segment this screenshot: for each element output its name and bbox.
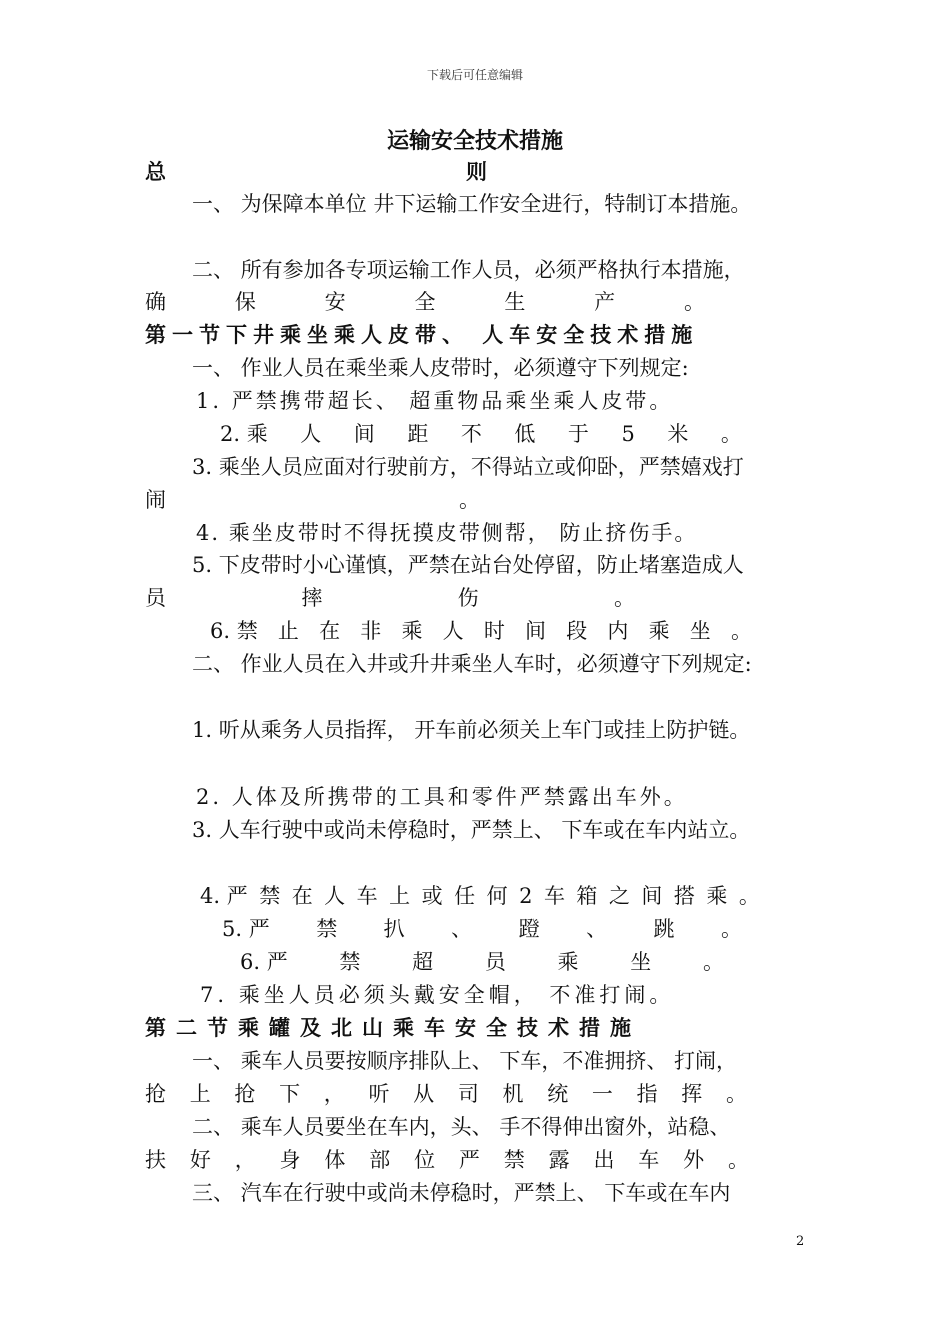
text-char: 5. 严	[222, 917, 270, 941]
text-char: 。	[613, 586, 635, 610]
section-2-paragraph-1-continuation	[145, 1080, 747, 1108]
text-char: 挥	[681, 1082, 703, 1106]
text-char: 一	[591, 1082, 613, 1106]
text-char: 低	[514, 422, 536, 446]
text-char: 位	[414, 1148, 436, 1172]
text-char: 车	[543, 884, 565, 908]
car-rule-3: 3. 人车行驶中或尚未停稳时，严禁上、 下车或在车内站立。	[192, 818, 751, 842]
text-char: 司	[457, 1082, 479, 1106]
text-char: 严	[458, 1148, 480, 1172]
text-char: 于	[567, 422, 589, 446]
text-char: 、	[586, 917, 608, 941]
general-paragraph-1: 一、 为保障本单位 井下运输工作安全进行，特制订本措施。	[192, 192, 752, 216]
text-char: 乘	[706, 884, 728, 908]
text-char: 2	[519, 884, 533, 908]
text-char: 闹	[145, 488, 166, 512]
text-char: ，	[323, 1082, 345, 1106]
text-char: 、	[451, 917, 473, 941]
text-char: 伤	[457, 586, 479, 610]
belt-rule-2	[220, 420, 742, 448]
car-rule-5	[222, 915, 742, 943]
text-char: 抢	[234, 1082, 256, 1106]
section-2-paragraph-2: 二、 乘车人员要坐在车内，头、 手不得伸出窗外，站稳、	[192, 1115, 731, 1139]
text-char: 。	[721, 917, 742, 941]
text-char: 上	[189, 1082, 211, 1106]
text-char: 统	[547, 1082, 569, 1106]
text-char: 车	[356, 884, 378, 908]
text-char: 外	[683, 1148, 705, 1172]
text-char: 扶	[145, 1148, 166, 1172]
text-char: 好	[189, 1148, 211, 1172]
general-heading-left: 总	[145, 159, 166, 184]
text-char: 乘	[648, 619, 670, 643]
text-char: 不	[460, 422, 482, 446]
text-char: 保	[234, 290, 256, 314]
text-char: 坐	[689, 619, 711, 643]
text-char: 间	[353, 422, 375, 446]
text-char: 禁	[259, 884, 281, 908]
text-char: 坐	[630, 950, 652, 974]
belt-rule-3: 3. 乘坐人员应面对行驶前方，不得站立或仰卧，严禁嬉戏打	[192, 455, 744, 479]
page-header: 下载后可任意编辑	[426, 68, 523, 82]
text-char: 何	[486, 884, 508, 908]
text-char: 确	[145, 290, 166, 314]
text-char: 人	[300, 422, 322, 446]
text-char: 从	[413, 1082, 435, 1106]
text-char: 体	[324, 1148, 346, 1172]
text-char: 员	[484, 950, 506, 974]
text-char: 生	[504, 290, 526, 314]
text-char: 非	[360, 619, 382, 643]
text-char: 跳	[653, 917, 675, 941]
section-1-part-2-intro: 二、 作业人员在入井或升井乘坐人车时，必须遵守下列规定:	[192, 652, 752, 676]
text-char: 摔	[301, 586, 323, 610]
text-char: 人	[324, 884, 346, 908]
text-char: 。	[725, 1082, 747, 1106]
text-char: 人	[442, 619, 464, 643]
car-rule-4	[200, 882, 760, 910]
text-char: 。	[727, 1148, 749, 1172]
text-char: 指	[636, 1082, 658, 1106]
text-char: 机	[502, 1082, 524, 1106]
text-char: 6. 严	[240, 950, 288, 974]
text-char: 禁	[503, 1148, 525, 1172]
text-char: 箱	[576, 884, 598, 908]
text-char: 在	[291, 884, 313, 908]
text-char: 6. 禁	[210, 619, 258, 643]
text-char: 4. 严	[200, 884, 248, 908]
text-char: 乘	[557, 950, 579, 974]
section-2-paragraph-2-continuation	[145, 1146, 749, 1174]
text-char: 距	[407, 422, 429, 446]
text-char: 间	[525, 619, 547, 643]
section-2-paragraph-1: 一、 乘车人员要按顺序排队上、 下车，不准拥挤、 打闹，	[192, 1049, 738, 1073]
text-char: 段	[566, 619, 588, 643]
text-char: 。	[720, 422, 742, 446]
general-paragraph-2-continuation	[145, 288, 705, 316]
text-char: 下	[279, 1082, 301, 1106]
car-rule-1: 1. 听从乘务人员指挥， 开车前必须关上车门或挂上防护链。	[192, 718, 751, 742]
text-char: 听	[368, 1082, 390, 1106]
belt-rule-1: 1. 严禁携带超长、 超重物品乘坐乘人皮带。	[196, 389, 674, 413]
text-char: 。	[459, 488, 480, 512]
text-char: 内	[607, 619, 629, 643]
belt-rule-4: 4. 乘坐皮带时不得抚摸皮带侧帮， 防止挤伤手。	[196, 521, 698, 545]
text-char: 搭	[673, 884, 695, 908]
text-char: 乘	[401, 619, 423, 643]
text-char: 露	[548, 1148, 570, 1172]
text-char: 员	[145, 586, 166, 610]
text-char: 部	[369, 1148, 391, 1172]
text-char: 任	[454, 884, 476, 908]
belt-rule-6	[210, 617, 752, 645]
text-char: 或	[421, 884, 443, 908]
text-char: 止	[277, 619, 299, 643]
car-rule-2: 2. 人体及所携带的工具和零件严禁露出车外。	[196, 785, 688, 809]
text-char: 禁	[316, 917, 338, 941]
section-1-part-1-intro: 一、 作业人员在乘坐乘人皮带时，必须遵守下列规定:	[192, 356, 689, 380]
text-char: 身	[279, 1148, 301, 1172]
belt-rule-3-continuation	[145, 486, 480, 514]
text-char: ，	[234, 1148, 256, 1172]
text-char: 上	[389, 884, 411, 908]
general-paragraph-2: 二、 所有参加各专项运输工作人员，必须严格执行本措施，	[192, 258, 745, 282]
text-char: 安	[324, 290, 346, 314]
text-char: 时	[483, 619, 505, 643]
text-char: 。	[738, 884, 760, 908]
text-char: 米	[667, 422, 689, 446]
car-rule-7: 7. 乘坐人员必须头戴安全帽， 不准打闹。	[200, 983, 675, 1007]
text-char: 。	[683, 290, 705, 314]
general-heading-right: 则	[466, 159, 487, 184]
text-char: 2. 乘	[220, 422, 268, 446]
text-char: 禁	[339, 950, 361, 974]
text-char: 在	[319, 619, 341, 643]
text-char: 车	[638, 1148, 660, 1172]
car-rule-6	[240, 948, 724, 976]
text-char: 出	[593, 1148, 615, 1172]
text-char: 5	[621, 422, 635, 446]
page-number: 2	[796, 1234, 805, 1249]
section-1-heading: 第一节下井乘坐乘人皮带、 人车安全技术措施	[145, 322, 699, 347]
section-2-paragraph-3: 三、 汽车在行驶中或尚未停稳时，严禁上、 下车或在车内	[192, 1181, 731, 1205]
section-2-heading: 第二节乘罐及北山乘车安全技术措施	[145, 1015, 641, 1040]
belt-rule-5: 5. 下皮带时小心谨慎，严禁在站台处停留，防止堵塞造成人	[192, 553, 744, 577]
document-title: 运输安全技术措施	[386, 128, 563, 154]
text-char: 蹬	[518, 917, 540, 941]
text-char: 。	[730, 619, 752, 643]
text-char: 超	[412, 950, 434, 974]
text-char: 产	[594, 290, 616, 314]
text-char: 。	[702, 950, 724, 974]
text-char: 间	[641, 884, 663, 908]
text-char: 之	[608, 884, 630, 908]
text-char: 全	[414, 290, 436, 314]
text-char: 扒	[383, 917, 405, 941]
belt-rule-5-continuation	[145, 584, 635, 612]
text-char: 抢	[145, 1082, 166, 1106]
